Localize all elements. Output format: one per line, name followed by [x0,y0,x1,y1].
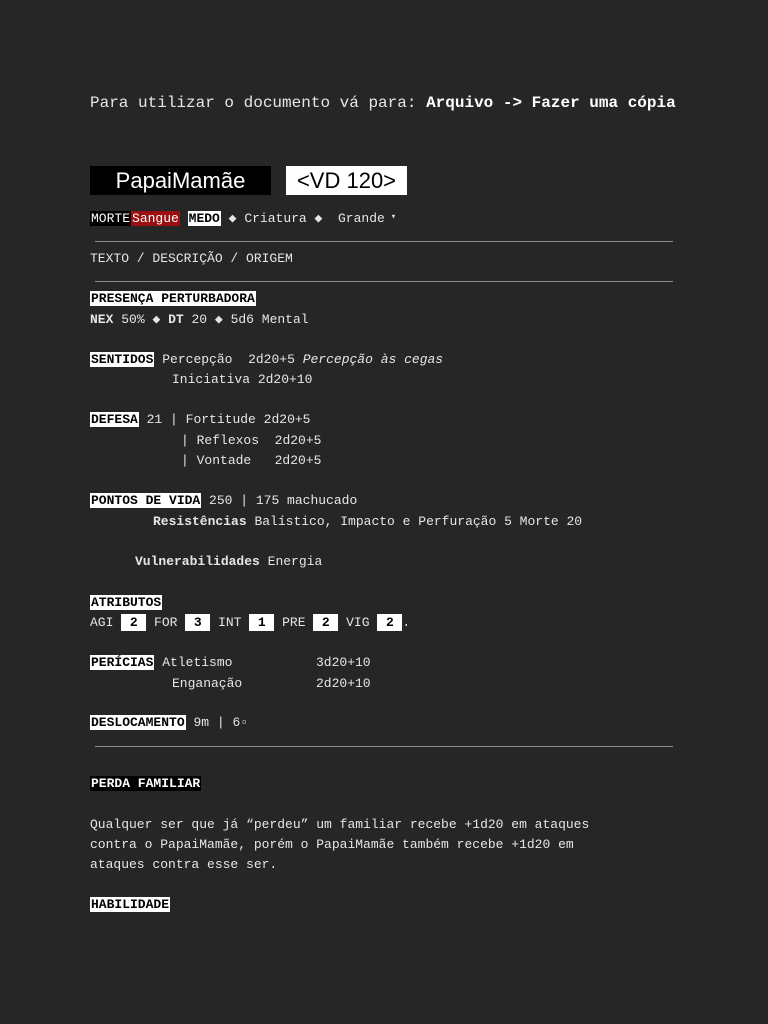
tag-fear: MEDO [188,211,220,226]
reflexes-label: Reflexos [196,433,260,448]
creature-tags [90,207,396,227]
divider [95,241,673,242]
diamond-separator-icon: ◆ [214,312,223,327]
diamond-separator-icon: ◆ [314,211,323,226]
diamond-separator-icon: ◆ [152,312,161,327]
initiative-value: 2d20+10 [257,372,313,387]
pre-value: 2 [313,614,338,631]
resistances-value: Balístico, Impacto e Perfuração 5 Morte 20 [254,514,583,529]
tag-sub-element: Sangue [132,211,179,226]
skill-name: Atletismo [162,655,233,670]
reflexes-value: 2d20+5 [274,433,322,448]
resistances-label: Resistências [153,514,247,529]
creature-vd: <VD 120> [286,166,407,195]
hp-value: 250 | 175 machucado [209,493,358,508]
intro-text [90,91,682,115]
defense-row: DEFESA 21 | Fortitude 2d20+5 [91,412,311,427]
tag-size: Grande [337,211,385,226]
skill-name: Enganação [172,676,243,691]
family-loss-text-line: ataques contra esse ser. [90,857,278,872]
ability-heading [90,895,170,915]
dropdown-arrow-icon[interactable]: ▾ [390,212,397,222]
intro-instruction: Para utilizar o documento vá para: [90,94,427,112]
defense-label: DEFESA [91,412,138,427]
movement-label: DESLOCAMENTO [91,715,185,730]
fortitude-value: 2d20+5 [263,412,311,427]
ability-label: HABILIDADE [91,897,170,912]
family-loss-text-line: contra o PapaiMamãe, porém o PapaiMamãe também recebe +1d20 em [90,837,574,852]
presence-damage: 5d6 Mental [230,312,309,327]
int-label: INT [218,615,242,630]
will-label: Vontade [196,453,252,468]
perception-label: Percepção [162,352,233,367]
will-value: 2d20+5 [274,453,322,468]
dt-label: DT [168,312,184,327]
agi-label: AGI [90,615,114,630]
for-value: 3 [185,614,210,631]
pre-label: PRE [282,615,306,630]
vulnerabilities-label: Vulnerabilidades [135,554,260,569]
skill-value: 2d20+10 [316,676,371,691]
fortitude-label: Fortitude [185,412,256,427]
perception-value: 2d20+5 [248,352,295,367]
creature-name: PapaiMamãe [90,166,271,195]
skills-label: PERÍCIAS [91,655,154,670]
skill-value: 3d20+10 [316,655,371,670]
will-row: | Vontade 2d20+5 [181,453,322,468]
senses-label: SENTIDOS [91,352,154,367]
vig-label: VIG [346,615,370,630]
reflexes-row: | Reflexos 2d20+5 [181,433,322,448]
skills-row-1 [90,653,232,673]
attributes-row: AGI 2 FOR 3 INT 1 PRE 2 VIG 2 . [90,615,411,630]
intro-menu-path: Arquivo -> Fazer uma cópia [426,94,676,112]
hp-label: PONTOS DE VIDA [91,493,201,508]
divider [95,281,673,282]
presence-heading [90,289,256,309]
nex-value: 50% [121,312,145,327]
defense-value: 21 [146,412,163,427]
attributes-heading [90,593,162,613]
hp-row [90,491,357,511]
dt-value: 20 [191,312,208,327]
resistances-row [153,512,582,532]
senses-row [90,350,443,370]
nex-label: NEX [90,312,114,327]
initiative-row [172,370,312,390]
presence-label: PRESENÇA PERTURBADORA [91,291,255,306]
diamond-separator-icon: ◆ [228,211,237,226]
for-label: FOR [154,615,178,630]
vig-value: 2 [377,614,402,631]
section-header: TEXTO / DESCRIÇÃO / ORIGEM [90,251,293,266]
divider [95,746,673,747]
family-loss-label: PERDA FAMILIAR [91,776,201,791]
movement-value: 9m | 6▫ [193,715,249,730]
initiative-label: Iniciativa [172,372,251,387]
agi-value: 2 [121,614,146,631]
tag-element: MORTE [91,211,131,226]
int-value: 1 [249,614,274,631]
attributes-label: ATRIBUTOS [91,595,162,610]
family-loss-text-line: Qualquer ser que já “perdeu” um familiar recebe +1d20 em ataques [90,817,590,832]
family-loss-heading [90,774,201,794]
vulnerabilities-row [135,552,322,572]
perception-note: Percepção às cegas [302,352,444,367]
tag-type: Criatura [244,211,307,226]
vulnerabilities-value: Energia [267,554,323,569]
movement-row [90,713,248,733]
presence-stats [90,310,309,330]
